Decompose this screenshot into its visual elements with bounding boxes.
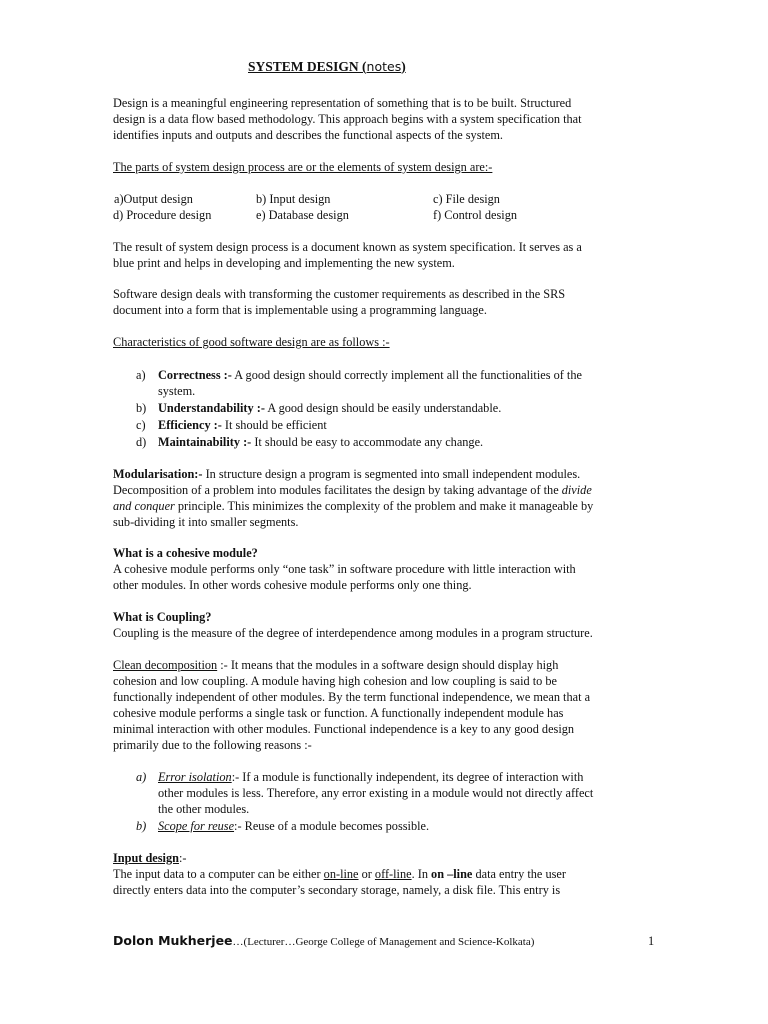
page-title (248, 59, 406, 75)
clean-line: functionally independent of other modules. By the term functional independence, we mean that a (113, 690, 591, 704)
characteristic-text: It should be efficient (221, 418, 327, 432)
part-item: c) File design (433, 192, 500, 206)
list-item (158, 367, 582, 383)
clean-line: minimal interaction with other modules. Functional independence is a key to any good design (113, 722, 575, 736)
cohesive-line: other modules. In other words cohesive module performs only one thing. (113, 578, 472, 592)
list-marker: b) (136, 819, 147, 833)
cohesive-heading: What is a cohesive module? (113, 546, 258, 560)
modularisation-line: Modularisation:- In structure design a program is segmented into small independent modules. (113, 467, 581, 481)
characteristic-text: A good design should correctly implement all the functionalities of the (231, 368, 582, 382)
author-affiliation: …(Lecturer…George College of Management and Science-Kolkata) (232, 936, 535, 948)
offline-term: off-line (374, 867, 412, 881)
title-notes: notes (366, 59, 402, 74)
intro-line: Design is a meaningful engineering representation of something that is to be built. Structured (113, 96, 572, 110)
characteristic-term: Understandability :- (158, 401, 265, 415)
software-line: Software design deals with transforming the customer requirements as described in the SRS (113, 287, 566, 301)
reason-line: the other modules. (158, 802, 250, 816)
characteristic-term: Correctness :- (158, 368, 232, 382)
list-marker: a) (136, 770, 147, 784)
list-marker: b) (136, 401, 147, 415)
characteristic-text-cont: system. (158, 384, 196, 398)
characteristic-text: It should be easy to accommodate any change. (251, 435, 484, 449)
part-item: e) Database design (256, 208, 349, 222)
clean-line: cohesive module performs a single task or function. A functionally independent module has (113, 706, 564, 720)
clean-term: Clean decomposition (113, 658, 218, 672)
modularisation-line: Decomposition of a problem into modules facilitates the design by taking advantage of the divide (113, 483, 592, 497)
list-item (158, 400, 501, 416)
reason-term: Error isolation (158, 770, 232, 784)
characteristic-text: A good design should be easily understandable. (264, 401, 502, 415)
page-number: 1 (648, 934, 655, 948)
part-item: b) Input design (256, 192, 331, 206)
author-name: Dolon Mukherjee (113, 933, 233, 948)
online-term: on-line (323, 867, 359, 881)
coupling-line: Coupling is the measure of the degree of interdependence among modules in a program structure. (113, 626, 593, 640)
reason-line: other modules is less. Therefore, any error existing in a module would not directly affect (158, 786, 594, 800)
part-item: f) Control design (433, 208, 518, 222)
characteristics-heading: Characteristics of good software design are as follows :- (113, 335, 390, 349)
title-main: SYSTEM DESIGN ( (248, 59, 367, 74)
input-design-line: The input data to a computer can be either on-line or off-line. In on –line data entry the user (113, 867, 566, 881)
reason-item: Scope for reuse:- Reuse of a module becomes possible. (158, 819, 430, 833)
parts-heading: The parts of system design process are or the elements of system design are:- (113, 160, 493, 174)
list-marker: a) (136, 368, 146, 382)
reason-term: Scope for reuse (158, 819, 235, 833)
clean-line: cohesion and low coupling. A module having high cohesion and low coupling is said to be (113, 674, 557, 688)
software-line: document into a form that is implementable using a programming language. (113, 303, 487, 317)
characteristic-term: Maintainability :- (158, 435, 252, 449)
cohesive-line: A cohesive module performs only “one task” in software procedure with little interaction with (113, 562, 576, 576)
input-design-line: directly enters data into the computer’s secondary storage, namely, a disk file. This entry is (113, 883, 561, 897)
part-item: d) Procedure design (113, 208, 212, 222)
part-item: a)Output design (114, 192, 193, 206)
reason-item: Error isolation:- If a module is functionally independent, its degree of interaction with (158, 770, 584, 784)
result-line: blue print and helps in developing and implementing the new system. (113, 256, 455, 270)
page-footer (113, 933, 534, 950)
clean-line: Clean decomposition :- It means that the modules in a software design should display high (113, 658, 559, 672)
characteristic-term: Efficiency :- (158, 418, 222, 432)
clean-line: primarily due to the following reasons :- (113, 738, 312, 752)
intro-line: identifies inputs and outputs and describes the functional aspects of the system. (113, 128, 503, 142)
list-marker: d) (136, 435, 147, 449)
modularisation-term: Modularisation:- (113, 467, 203, 481)
list-item (158, 417, 327, 433)
list-marker: c) (136, 418, 146, 432)
intro-line: design is a data flow based methodology. This approach begins with a system specification that (113, 112, 582, 126)
result-line: The result of system design process is a document known as system specification. It serves as a (113, 240, 582, 254)
title-close: ) (401, 59, 406, 74)
input-design-heading: Input design:- (113, 851, 187, 865)
modularisation-line: and conquer principle. This minimizes the complexity of the problem and make it manageable by (113, 499, 594, 513)
modularisation-line: sub-dividing it into smaller segments. (113, 515, 299, 529)
list-item (158, 434, 483, 450)
coupling-heading: What is Coupling? (113, 610, 212, 624)
